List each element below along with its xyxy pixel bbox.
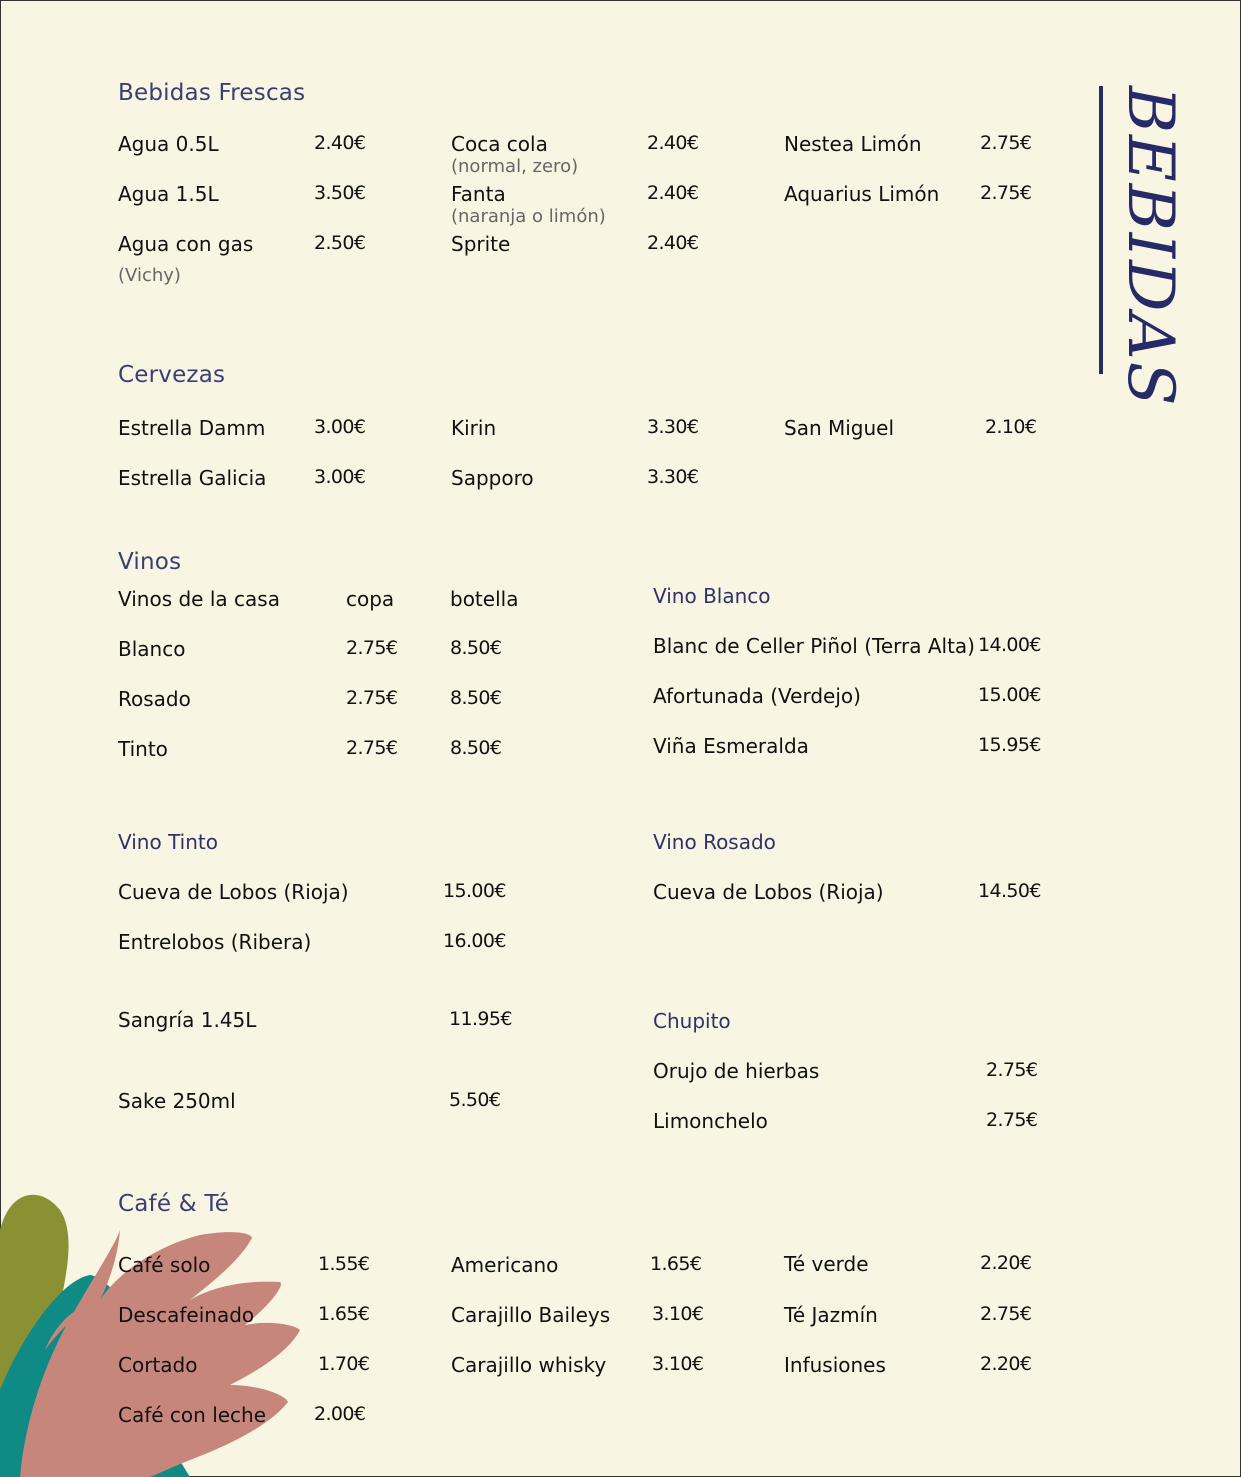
item-note: (Vichy) (118, 265, 181, 286)
item-name: Té verde (784, 1252, 869, 1276)
item-name: Sake 250ml (118, 1089, 236, 1113)
casa-label: Vinos de la casa (118, 587, 280, 611)
item-name: Estrella Damm (118, 416, 266, 440)
item-price: 2.40€ (647, 132, 699, 154)
item-price: 2.40€ (314, 132, 366, 154)
item-name: Sangría 1.45L (118, 1008, 257, 1032)
item-price: 3.50€ (314, 182, 366, 204)
item-name: Coca cola (451, 132, 548, 156)
item-price-botella: 8.50€ (450, 687, 502, 709)
subheading-vino-rosado: Vino Rosado (653, 830, 776, 854)
item-price: 1.65€ (318, 1303, 370, 1325)
item-price: 3.30€ (647, 466, 699, 488)
item-name: Tinto (118, 737, 168, 761)
item-price: 16.00€ (443, 930, 506, 952)
item-name: Cueva de Lobos (Rioja) (118, 880, 349, 904)
item-name: Nestea Limón (784, 132, 922, 156)
item-price: 15.00€ (443, 880, 506, 902)
item-name: Agua con gas (118, 232, 254, 256)
item-name: Kirin (451, 416, 497, 440)
item-note: (naranja o limón) (451, 206, 606, 227)
botella-label: botella (450, 587, 519, 611)
item-price: 1.55€ (318, 1253, 370, 1275)
item-price: 3.30€ (647, 416, 699, 438)
item-name: Aquarius Limón (784, 182, 940, 206)
item-name: Rosado (118, 687, 191, 711)
item-price: 2.40€ (647, 182, 699, 204)
item-name: Té Jazmín (784, 1303, 878, 1327)
item-price: 5.50€ (449, 1089, 501, 1111)
item-name: Americano (451, 1253, 559, 1277)
item-name: Agua 1.5L (118, 182, 219, 206)
item-price: 2.75€ (980, 132, 1032, 154)
item-price: 14.00€ (978, 634, 1041, 656)
item-price-copa: 2.75€ (346, 637, 398, 659)
item-price: 15.95€ (978, 734, 1041, 756)
item-name: Carajillo whisky (451, 1353, 607, 1377)
item-name: Limonchelo (653, 1109, 768, 1133)
item-name: Orujo de hierbas (653, 1059, 820, 1083)
item-name: Blanco (118, 637, 186, 661)
item-name: Viña Esmeralda (653, 734, 809, 758)
item-name: Sapporo (451, 466, 534, 490)
item-price: 2.00€ (314, 1403, 366, 1425)
item-price-copa: 2.75€ (346, 737, 398, 759)
item-name: Blanc de Celler Piñol (Terra Alta) (653, 634, 975, 658)
item-name: Agua 0.5L (118, 132, 219, 156)
leaf-decoration (0, 1190, 320, 1477)
item-name: Fanta (451, 182, 506, 206)
item-price: 2.75€ (986, 1059, 1038, 1081)
item-name: Afortunada (Verdejo) (653, 684, 861, 708)
item-name: Sprite (451, 232, 511, 256)
item-price: 15.00€ (978, 684, 1041, 706)
section-heading-cafe: Café & Té (118, 1191, 230, 1217)
item-name: Carajillo Baileys (451, 1303, 611, 1327)
item-price: 2.10€ (985, 416, 1037, 438)
page-title: BEBIDAS (1113, 86, 1187, 408)
item-name: Cueva de Lobos (Rioja) (653, 880, 884, 904)
subheading-vino-blanco: Vino Blanco (653, 584, 771, 608)
item-price: 3.00€ (314, 416, 366, 438)
item-price: 1.65€ (650, 1253, 702, 1275)
item-price-botella: 8.50€ (450, 737, 502, 759)
section-heading-frescas: Bebidas Frescas (118, 80, 306, 106)
item-price: 2.40€ (647, 232, 699, 254)
copa-label: copa (346, 587, 395, 611)
item-price-copa: 2.75€ (346, 687, 398, 709)
subheading-chupito: Chupito (653, 1009, 731, 1033)
item-price: 14.50€ (978, 880, 1041, 902)
item-name: Descafeinado (118, 1303, 255, 1327)
item-name: San Miguel (784, 416, 895, 440)
item-price: 2.50€ (314, 232, 366, 254)
item-price: 2.75€ (980, 182, 1032, 204)
item-name: Café solo (118, 1253, 211, 1277)
section-heading-cervezas: Cervezas (118, 362, 226, 388)
item-name: Estrella Galicia (118, 466, 267, 490)
item-name: Café con leche (118, 1403, 267, 1427)
item-price: 1.70€ (318, 1353, 370, 1375)
item-price: 2.20€ (980, 1252, 1032, 1274)
item-name: Cortado (118, 1353, 198, 1377)
item-note: (normal, zero) (451, 156, 579, 177)
subheading-vino-tinto: Vino Tinto (118, 830, 218, 854)
item-price: 3.10€ (652, 1353, 704, 1375)
item-name: Infusiones (784, 1353, 886, 1377)
section-heading-vinos: Vinos (118, 549, 182, 575)
item-price: 2.20€ (980, 1353, 1032, 1375)
item-price-botella: 8.50€ (450, 637, 502, 659)
item-price: 3.00€ (314, 466, 366, 488)
item-price: 3.10€ (652, 1303, 704, 1325)
item-price: 2.75€ (986, 1109, 1038, 1131)
item-name: Entrelobos (Ribera) (118, 930, 312, 954)
title-rule (1099, 86, 1103, 374)
item-price: 11.95€ (449, 1008, 512, 1030)
item-price: 2.75€ (980, 1303, 1032, 1325)
